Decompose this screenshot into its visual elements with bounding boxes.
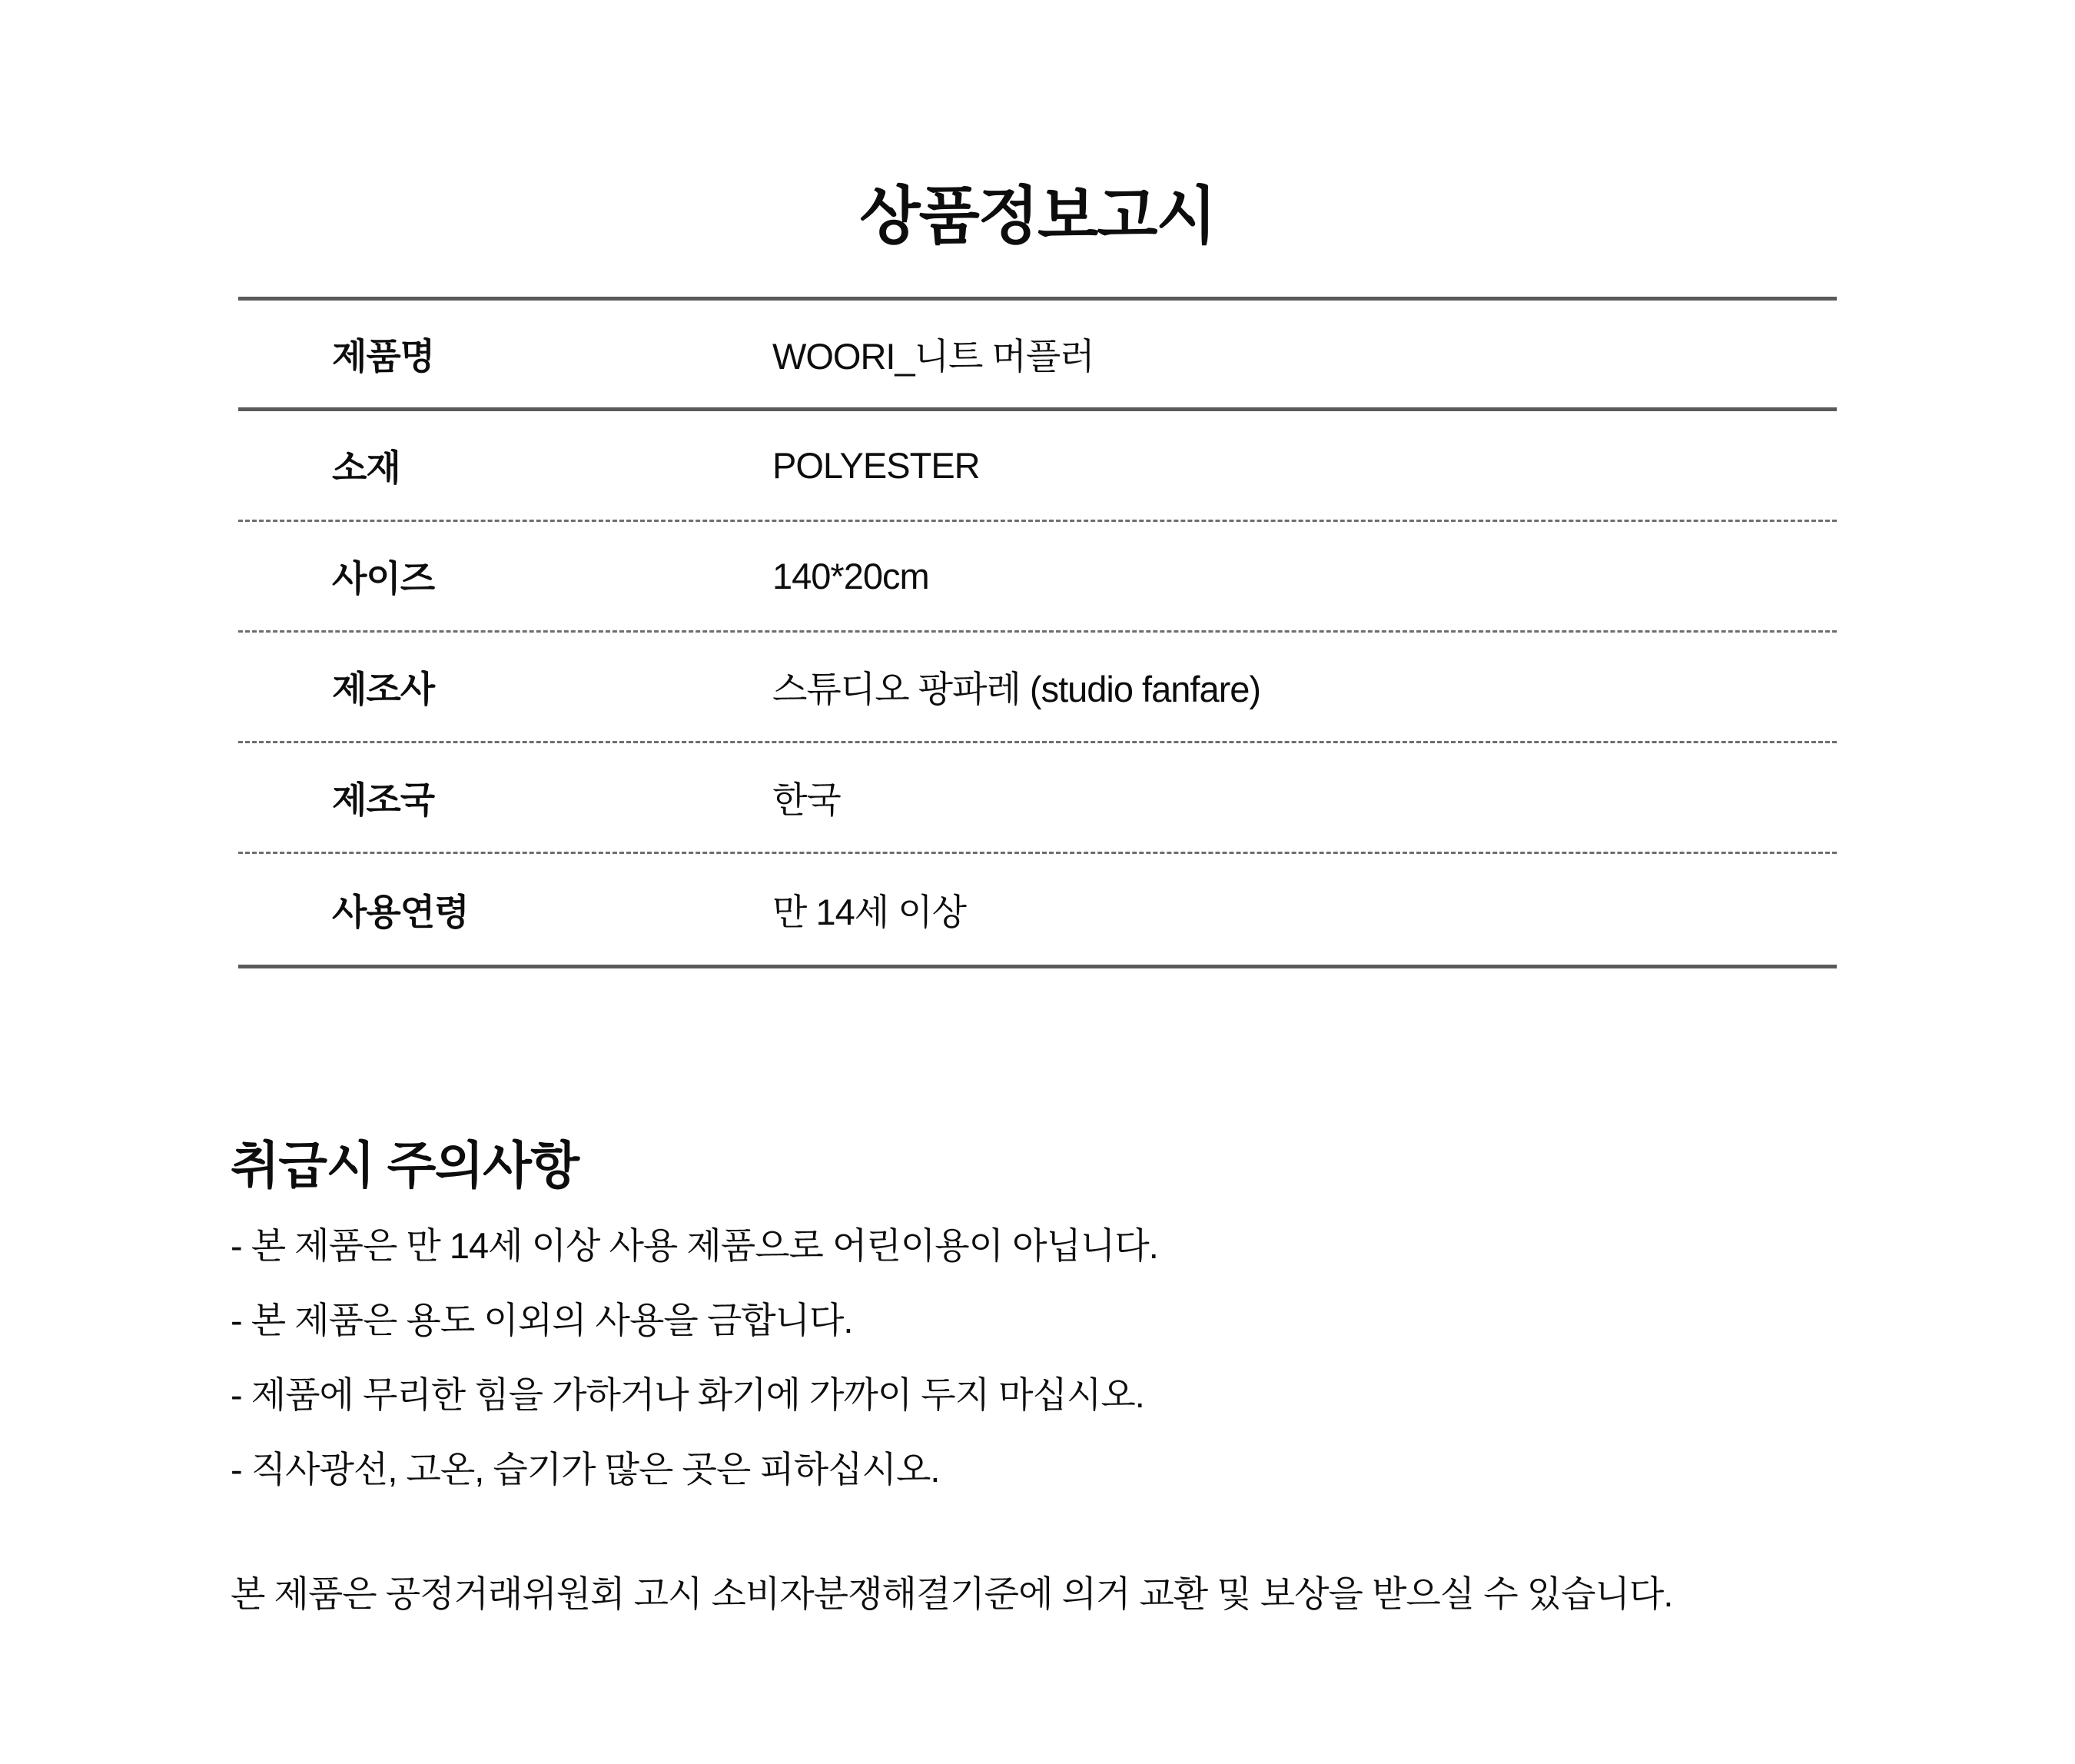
row-value: 140*20cm [772, 556, 929, 596]
precaution-item: - 본 제품은 용도 이외의 사용을 금합니다. [231, 1300, 853, 1340]
table-row-manufacturer [238, 633, 1837, 743]
row-label: 사이즈 [332, 558, 435, 599]
exchange-notice: 본 제품은 공정거래위원회 고시 소비자분쟁해결기준에 의거 교환 및 보상을 받으실 수 있습니다. [231, 1573, 1673, 1614]
precaution-item: - 직사광선, 고온, 습기가 많은 곳은 피하십시오. [231, 1449, 940, 1490]
row-label: 사용연령 [332, 891, 469, 932]
table-row-size [238, 522, 1837, 633]
table-row-material [238, 411, 1837, 522]
precaution-item: - 본 제품은 만 14세 이상 사용 제품으로 어린이용이 아닙니다. [231, 1225, 1158, 1266]
row-label: 제품명 [332, 336, 435, 377]
row-label: 소재 [332, 447, 400, 488]
table-row-product-name [238, 301, 1837, 411]
precaution-list [231, 1208, 1844, 1507]
page-title: 상품정보고시 [859, 181, 1216, 251]
table-row-age [238, 854, 1837, 965]
precaution-item: - 제품에 무리한 힘을 가하거나 화기에 가까이 두지 마십시오. [231, 1374, 1144, 1415]
precautions-section-title: 취급시 주의사항 [231, 1136, 579, 1194]
row-value: POLYESTER [772, 445, 980, 486]
row-label: 제조국 [332, 779, 435, 820]
product-info-table [238, 297, 1837, 968]
row-value: 스튜디오 팡파레 (studio fanfare) [772, 669, 1261, 709]
row-label: 제조사 [332, 669, 435, 709]
row-value: 만 14세 이상 [772, 891, 967, 932]
row-value: WOORI_니트 머플러 [772, 336, 1094, 377]
row-value: 한국 [772, 779, 841, 820]
table-row-country [238, 743, 1837, 854]
